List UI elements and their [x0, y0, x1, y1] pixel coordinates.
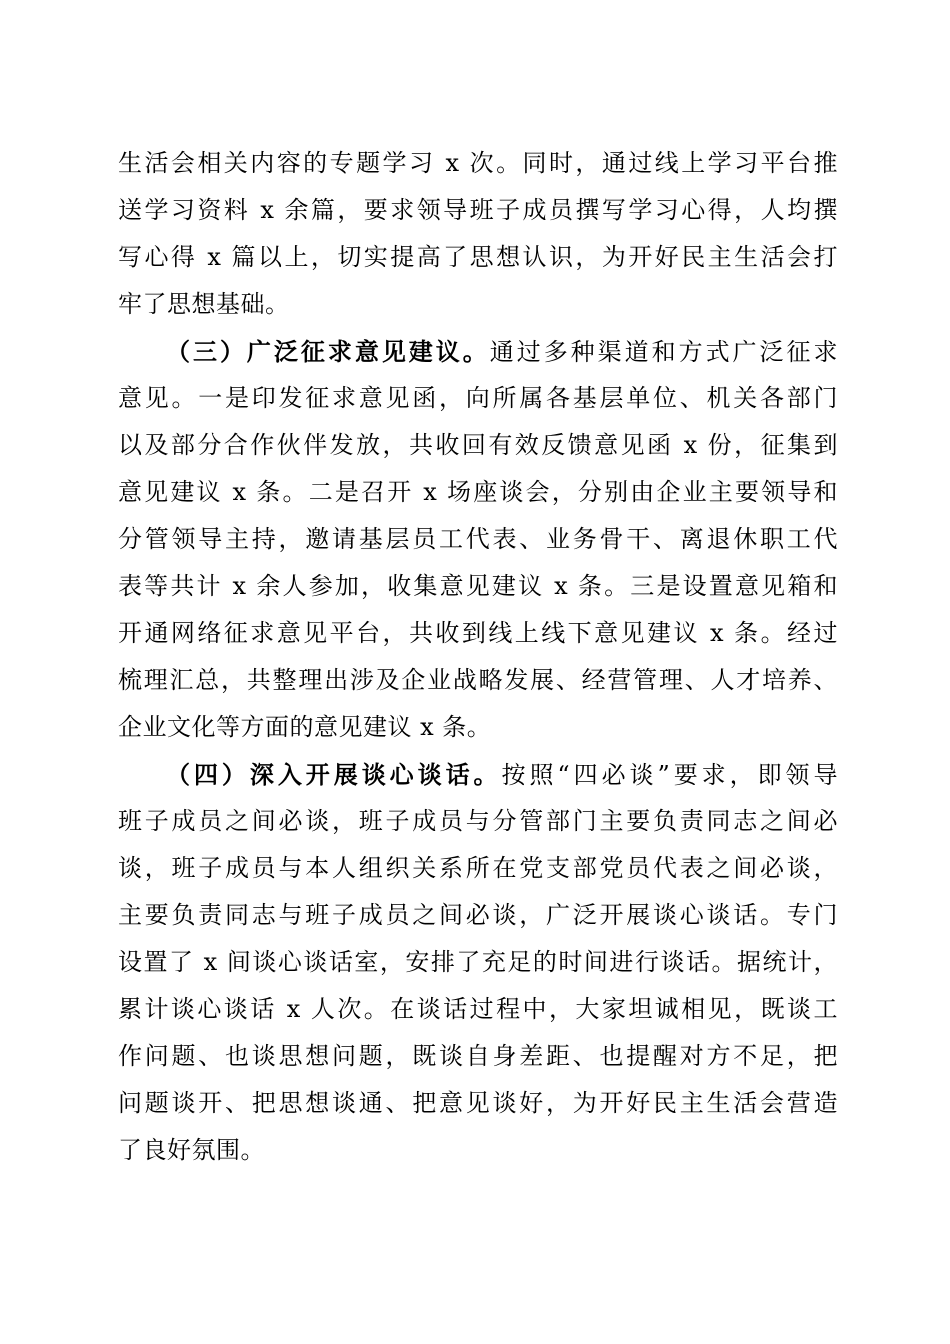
- text-line: 表等共计 x 余人参加，收集意见建议 x 条。三是设置意见箱和: [118, 572, 838, 600]
- text-line: 累计谈心谈话 x 人次。在谈话过程中，大家坦诚相见，既谈工: [118, 995, 838, 1023]
- paragraph-solicit-opinions: [118, 328, 838, 751]
- section-heading: （四）深入开展谈心谈话。: [166, 760, 502, 789]
- text-line: 了良好氛围。: [118, 1136, 265, 1164]
- text-line: 送学习资料 x 余篇，要求领导班子成员撰写学习心得，人均撰: [118, 196, 838, 224]
- paragraph-first-line: [118, 328, 838, 375]
- text-line: 问题谈开、把思想谈通、把意见谈好，为开好民主生活会营造: [118, 1089, 838, 1117]
- document-body: [118, 140, 838, 1174]
- text-line: 设置了 x 间谈心谈话室，安排了充足的时间进行谈话。据统计，: [118, 948, 838, 976]
- paragraph-heart-to-heart-talks: [118, 751, 838, 1174]
- text-line: 企业文化等方面的意见建议 x 条。: [118, 713, 492, 741]
- text-line: 分管领导主持，邀请基层员工代表、业务骨干、离退休职工代: [118, 525, 838, 553]
- text-fragment: 按照“四必谈”要求，即领导: [501, 761, 838, 789]
- text-line: 作问题、也谈思想问题，既谈自身差距、也提醒对方不足，把: [118, 1042, 838, 1070]
- text-fragment: 通过多种渠道和方式广泛征求: [489, 338, 838, 366]
- text-line: 班子成员之间必谈，班子成员与分管部门主要负责同志之间必: [118, 807, 838, 835]
- paragraph-study: [118, 140, 838, 328]
- text-line: 生活会相关内容的专题学习 x 次。同时，通过线上学习平台推: [118, 149, 838, 177]
- text-line: 意见建议 x 条。二是召开 x 场座谈会，分别由企业主要领导和: [118, 478, 838, 506]
- text-line: 意见。一是印发征求意见函，向所属各基层单位、机关各部门: [118, 384, 838, 412]
- text-line: 开通网络征求意见平台，共收到线上线下意见建议 x 条。经过: [118, 619, 838, 647]
- paragraph-first-line: [118, 751, 838, 798]
- section-heading: （三）广泛征求意见建议。: [166, 337, 490, 366]
- text-line: 牢了思想基础。: [118, 290, 290, 318]
- text-line: 以及部分合作伙伴发放，共收回有效反馈意见函 x 份，征集到: [118, 431, 838, 459]
- text-line: 写心得 x 篇以上，切实提高了思想认识，为开好民主生活会打: [118, 243, 838, 271]
- text-line: 谈，班子成员与本人组织关系所在党支部党员代表之间必谈，: [118, 854, 838, 882]
- text-line: 主要负责同志与班子成员之间必谈，广泛开展谈心谈话。专门: [118, 901, 838, 929]
- text-line: 梳理汇总，共整理出涉及企业战略发展、经营管理、人才培养、: [118, 666, 838, 694]
